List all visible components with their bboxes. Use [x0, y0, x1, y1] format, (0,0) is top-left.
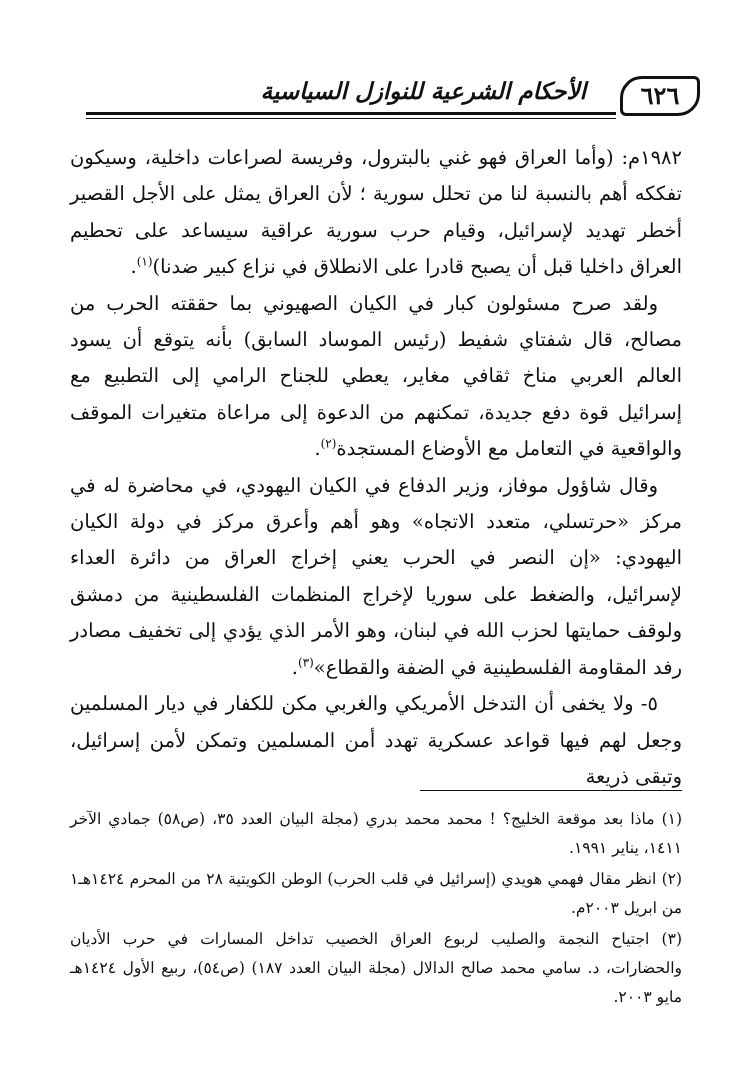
paragraph-3-end: .: [291, 655, 298, 679]
paragraph-1: [70, 140, 682, 286]
paragraph-1-end: .: [130, 255, 137, 279]
footnote-ref-1: (١): [136, 254, 153, 269]
paragraph-1-line-2: تفككه أهم بالنسبة لنا من تحلل سورية ؛ لأن العراق يمثل على الأجل القصير أخطر: [70, 182, 682, 242]
footnote-separator: [420, 790, 682, 791]
footnote-3: (٣) اجتياح النجمة والصليب لربوع العراق الخصيب تداخل المسارات في حرب الأديان والحضارات، د. سامي محمد صالح الدالال (مجلة البيان العدد ١٨٧) (ص٥٤)، ربيع الأول ١٤٢٤هـ مايو ٢٠٠٣.: [70, 930, 683, 1006]
header-rule: [86, 112, 616, 115]
footnote-1: (١) ماذا بعد موقعة الخليج؟ ! محمد محمد بدري (مجلة البيان العدد ٣٥، (ص٥٨) جمادي الآخر ١٤١١، يناير ١٩٩١.: [70, 810, 683, 857]
paragraph-1-line-1: ١٩٨٢م: (وأما العراق فهو غني بالبترول، وفريسة لصراعات داخلية، وسيكون: [70, 146, 682, 169]
paragraph-1-line-3: تهديد لإسرائيل، وقيام حرب سورية عراقية سيساعد على تحطيم العراق داخليا قبل أن: [70, 218, 682, 279]
header-rule-thin: [86, 118, 616, 119]
footnotes: [70, 805, 682, 1014]
paragraph-2-text: ولقد صرح مسئولون كبار في الكيان الصهيوني بما حققته الحرب من مصالح، قال شفتاي شفيط (رئيس الموساد السابق) بأنه يتوقع أن يسود العالم العربي مناخ ثقافي مغاير، يعطي للجناح الرامي إلى التطبيع مع إسرائيل قوة دفع جديدة، تمكنهم من الدعوة إلى مراعاة متغيرات الموقف والواقعية في التعامل مع الأوضاع المستجدة: [70, 291, 682, 461]
paragraph-3-text: وقال شاؤول موفاز، وزير الدفاع في الكيان اليهودي، في محاضرة له في مركز «حرتسلي، متعدد الاتجاه» وهو أهم وأعرق مركز في دولة الكيان اليهودي: «إن النصر في الحرب يعني إخراج العراق من دائرة العداء لإسرائيل، والضغط على سوريا لإخراج المنظمات الفلسطينية من دمشق ولوقف حمايتها لحزب الله في لبنان، وهو الأمر الذي يؤدي إلى تخفيف مصادر رفد المقاومة الفلسطينية في الضفة والقطاع»: [70, 473, 682, 679]
paragraph-4: [70, 686, 682, 795]
page-header: [60, 70, 700, 130]
footnote-2: (٢) انظر مقال فهمي هويدي (إسرائيل في قلب الحرب) الوطن الكويتية ٢٨ من المحرم ١٤٢٤هـ١ من ابريل ٢٠٠٣م.: [70, 870, 683, 917]
paragraph-1-line-4: يصبح قادرا على الانطلاق في نزاع كبير ضدنا): [152, 255, 511, 279]
paragraph-4-text: ٥- ولا يخفى أن التدخل الأمريكي والغربي مكن للكفار في ديار المسلمين وجعل لهم فيها قواعد عسكرية تهدد أمن المسلمين وتمكن لأمن إسرائيل، وتبقى ذريعة: [70, 692, 682, 788]
footnote-ref-3: (٣): [297, 655, 314, 670]
paragraph-2: [70, 286, 682, 468]
page-number: ٦٢٦: [620, 76, 700, 116]
footnote-ref-2: (٢): [320, 436, 337, 451]
running-title: الأحكام الشرعية للنوازل السياسية: [260, 78, 586, 105]
paragraph-3: [70, 468, 682, 686]
paragraph-2-end: .: [314, 437, 321, 461]
main-text: [70, 140, 682, 795]
